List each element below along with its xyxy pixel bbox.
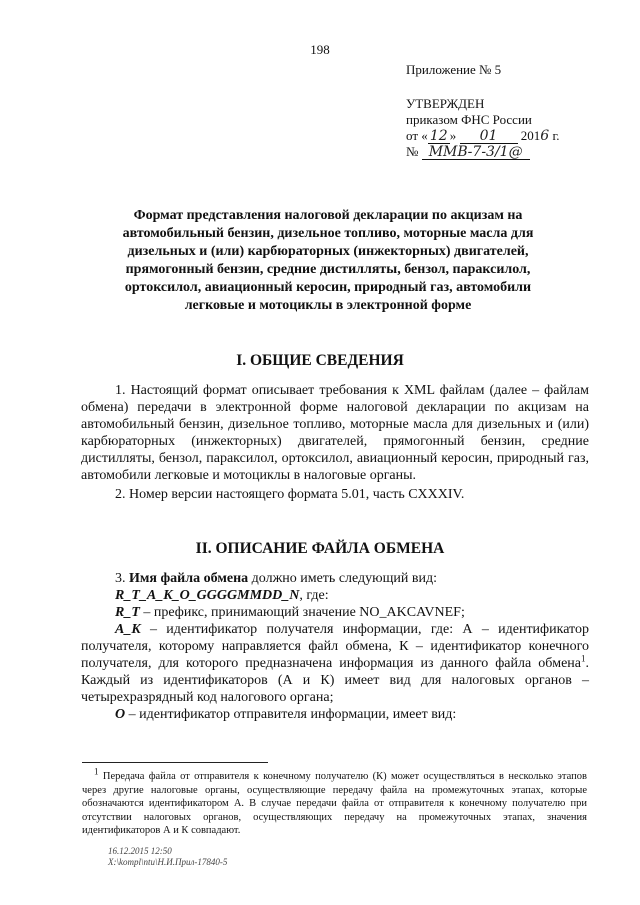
section-1-heading: I. ОБЩИЕ СВЕДЕНИЯ	[236, 352, 404, 369]
paragraph-3-number: 3.	[115, 571, 126, 586]
number-handwritten: ММВ-7-3/1@	[422, 145, 530, 160]
rt-line	[81, 604, 589, 621]
footnote-mark: 1	[94, 766, 99, 777]
date-year-handwritten: 6	[540, 128, 550, 144]
document-title: Формат представления налоговой декларации по акцизам на автомобильный бензин, дизельное топливо, моторные масла для дизельных и (или) карбюраторных (инжекторных) двигателей, прямогонный бензин, средние дистилляты, бензол, параксилол, ортоксилол, авиационный керосин, природный газ, автомобили легковые и мотоциклы в электронной форме	[122, 208, 534, 313]
stamp-date: 16.12.2015 12:50	[108, 846, 172, 856]
number-prefix: №	[406, 144, 419, 159]
o-code: O	[115, 707, 126, 722]
footnote	[82, 766, 587, 838]
order-date	[406, 128, 626, 144]
paragraph-3-rest: должно иметь следующий вид:	[251, 571, 438, 586]
page-number: 198	[310, 42, 330, 57]
appendix-label: Приложение № 5	[406, 62, 502, 77]
section-1-body	[81, 382, 589, 503]
stamp-path: X:\kompl\ntu\Н.И.Прил-17840-5	[108, 857, 228, 867]
o-text: – идентификатор отправителя информации, имеет вид:	[125, 707, 457, 722]
rt-code: R_T	[115, 605, 140, 620]
footnote-text: Передача файла от отправителя к конечному получателю (К) может осуществляться в несколько этапов через другие налоговые органы, осуществляющие передачу файла на промежуточных этапах, которые обозначаются идентификатором А. В случае передачи файла от отправителя к конечному получателю при отсутствии налоговых органов, осуществляющих передачу на промежуточных этапах, значения идентификаторов А и К совпадают.	[82, 771, 587, 836]
order-label: приказом ФНС России	[406, 112, 532, 127]
date-day-handwritten: 12	[428, 129, 450, 144]
date-suffix: г.	[552, 128, 560, 143]
footnote-divider	[82, 762, 268, 763]
file-name-term: Имя файла обмена	[129, 571, 249, 586]
order-number	[406, 144, 626, 160]
footnote-ref: 1	[581, 653, 586, 664]
file-stamp	[108, 846, 227, 868]
file-pattern-suffix: , где:	[299, 588, 329, 603]
rt-text: – префикс, принимающий значение NO_AKCAVNEF;	[139, 605, 465, 620]
date-year: 201	[520, 128, 541, 143]
file-pattern: R_T_A_K_O_GGGGMMDD_N	[115, 588, 300, 603]
ak-paragraph	[81, 621, 589, 706]
approved-label: УТВЕРЖДЕН	[406, 96, 485, 111]
paragraph-1: 1. Настоящий формат описывает требования к XML файлам (далее – файлам обмена) передачи в электронной форме налоговой декларации по акцизам на автомобильный бензин, дизельное топливо, моторные масла для дизельных и (или) карбюраторных (инжекторных) двигателей, прямогонный бензин, средние дистилляты, бензол, параксилол, ортоксилол, авиационный керосин, природный газ, автомобили легковые и мотоциклы в налоговые органы.	[81, 383, 589, 483]
section-2-heading: II. ОПИСАНИЕ ФАЙЛА ОБМЕНА	[195, 540, 445, 557]
ak-code: A_K	[115, 622, 141, 637]
o-line	[81, 706, 589, 723]
date-month-handwritten: 01	[460, 129, 518, 144]
file-pattern-line	[81, 587, 589, 604]
paragraph-3	[81, 570, 589, 587]
approval-block	[406, 62, 626, 160]
date-prefix: от «	[406, 128, 428, 143]
footnote-text-wrap	[82, 766, 587, 838]
section-2-body	[81, 570, 589, 723]
paragraph-2: 2. Номер версии настоящего формата 5.01, часть CXXXIV.	[115, 487, 465, 502]
ak-text: – идентификатор получателя информации, где: А – идентификатор получателя, которому направляется файл обмена, К – идентификатор конечного получателя, для которого предназначена информация из данного файла обмена	[81, 622, 589, 671]
date-mid: »	[449, 128, 457, 143]
ak-text-2: . Каждый из идентификаторов (А и К) имеет вид для налоговых органов – четырехразрядный код налогового органа;	[81, 656, 589, 705]
